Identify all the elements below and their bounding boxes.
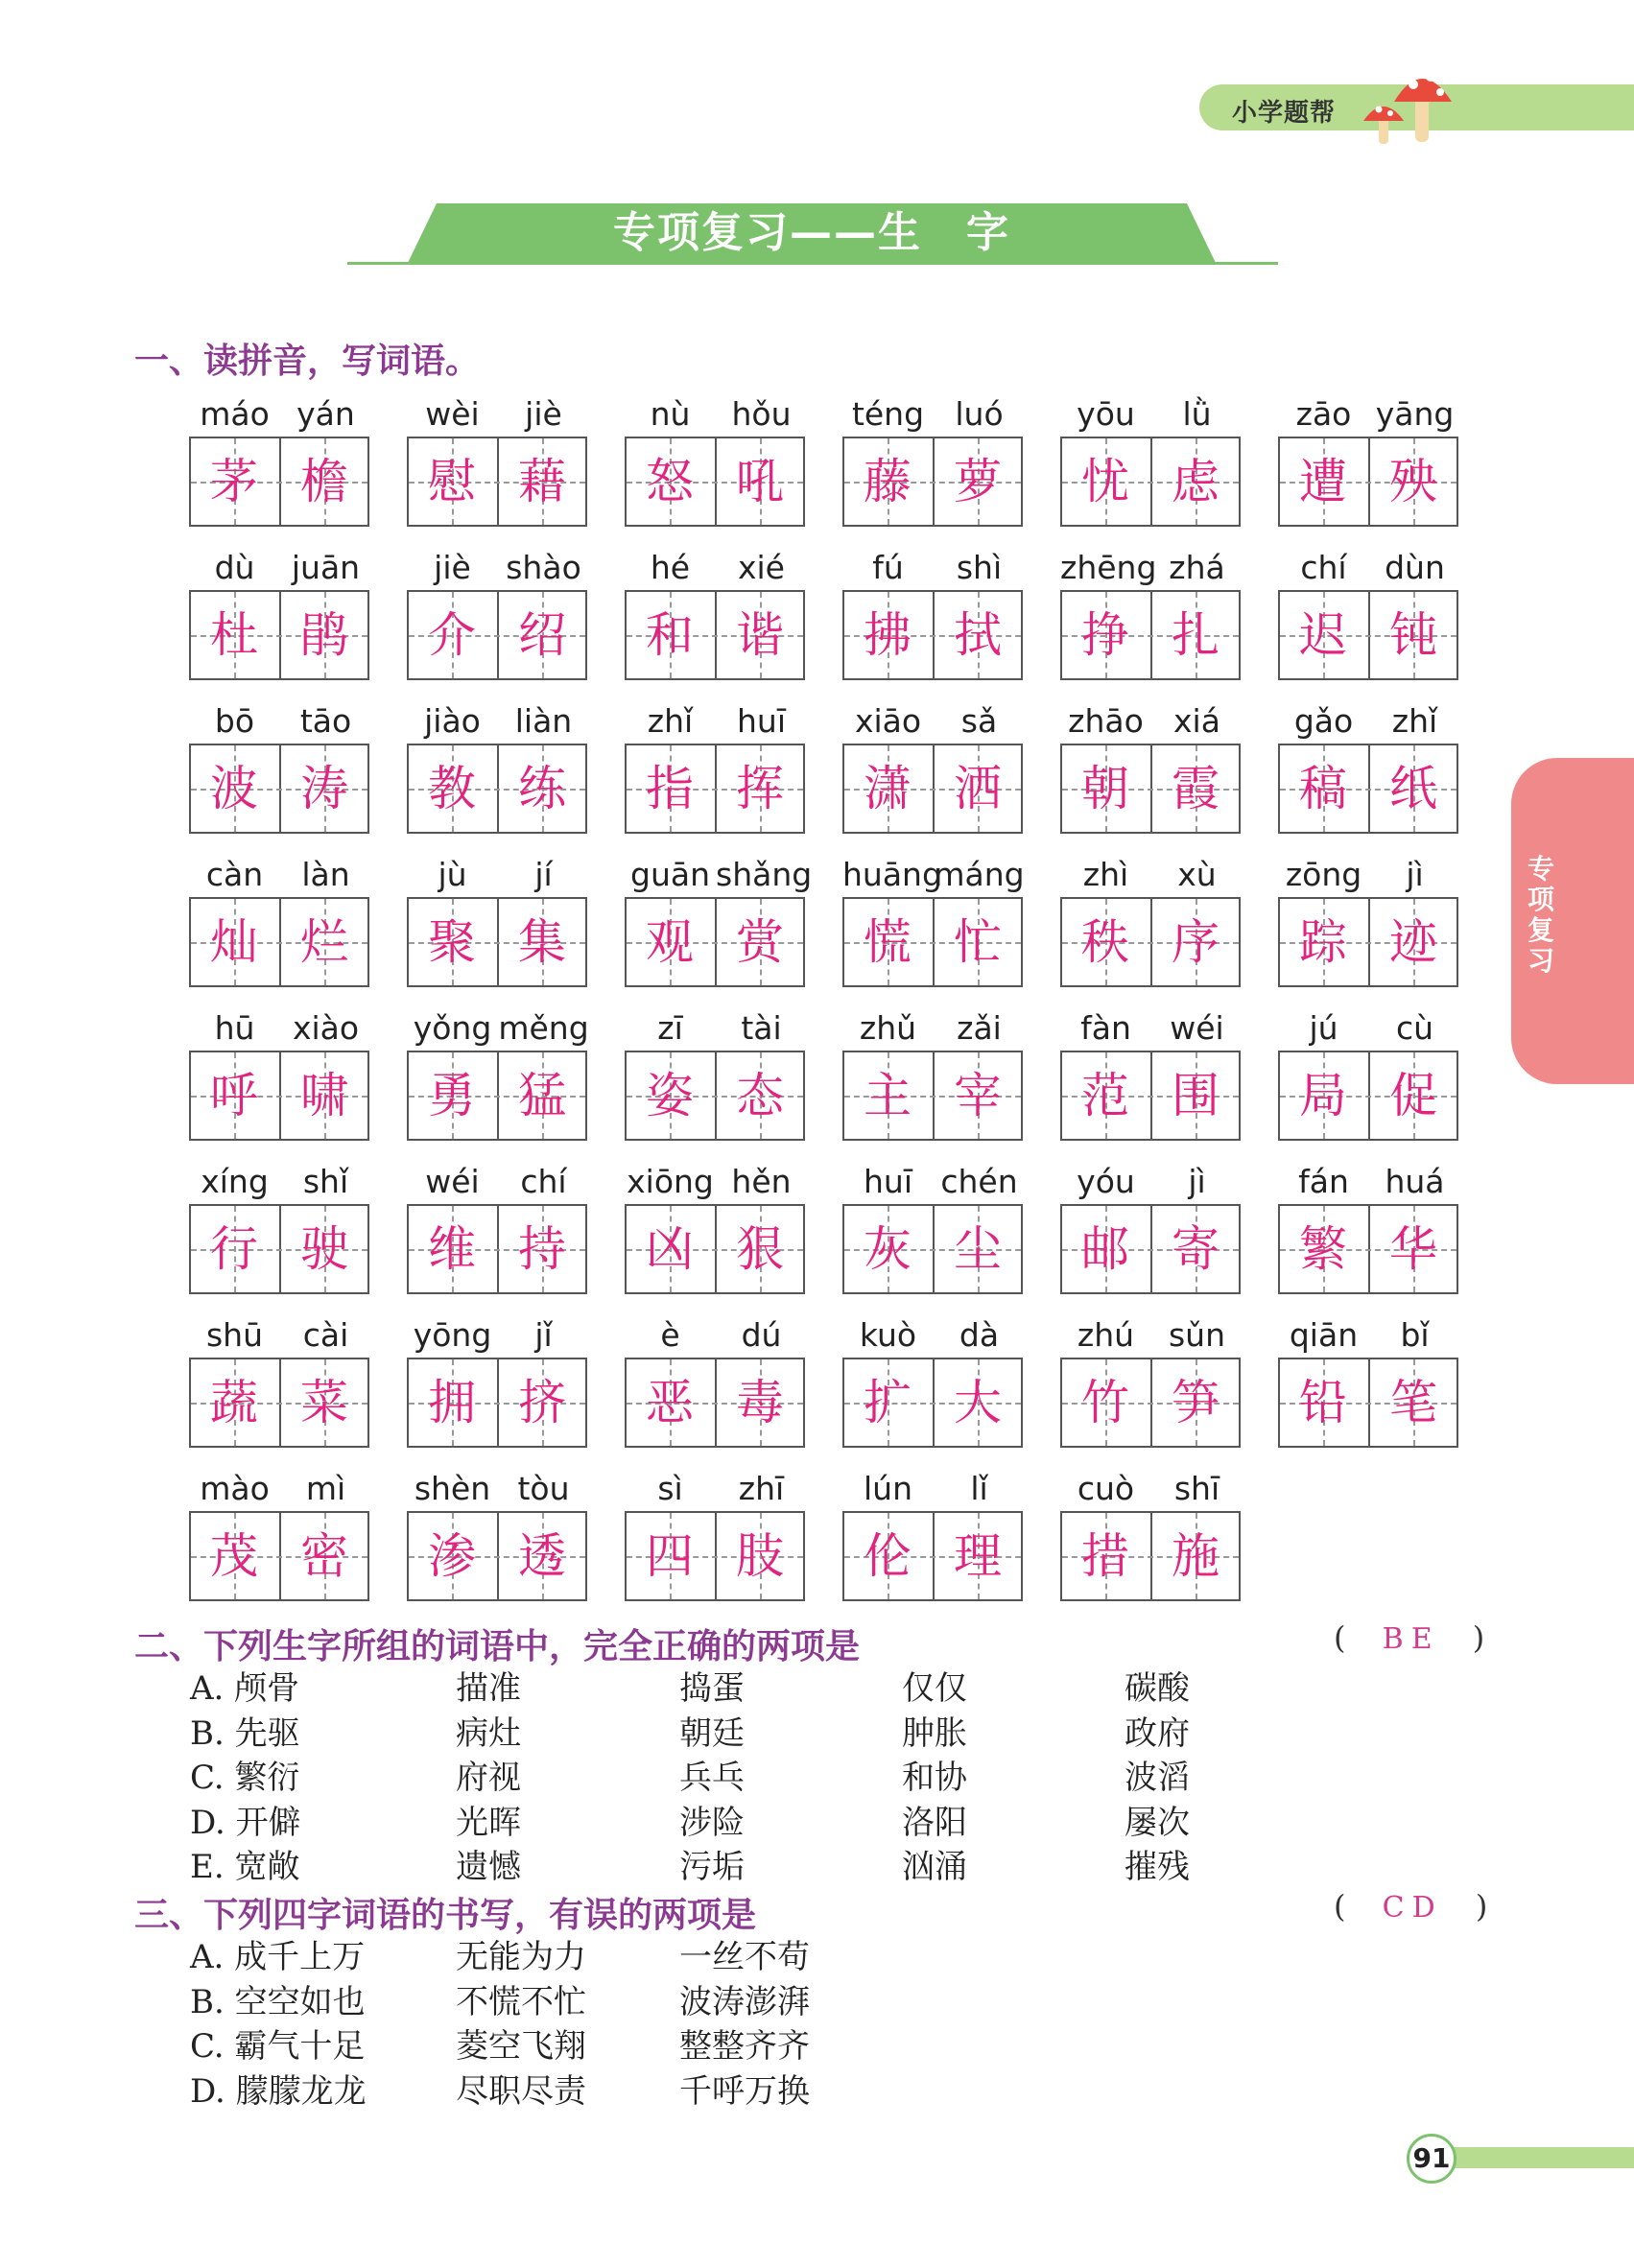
hanzi-right: 赏 bbox=[736, 914, 784, 970]
option-cell: 政府 bbox=[1125, 1713, 1190, 1753]
hanzi-left: 措 bbox=[1081, 1528, 1129, 1584]
hanzi-right: 围 bbox=[1172, 1068, 1220, 1123]
pinyin-left: zhēng bbox=[1060, 549, 1157, 586]
hanzi-right: 菜 bbox=[300, 1375, 348, 1430]
hanzi-left: 灰 bbox=[864, 1221, 912, 1277]
option-cell: 病灶 bbox=[456, 1713, 521, 1753]
section3-answer: ( CD ) bbox=[1334, 1888, 1488, 1925]
hanzi-right: 萝 bbox=[954, 454, 1002, 509]
hanzi-left: 拥 bbox=[428, 1375, 476, 1430]
section3-heading: 三、下列四字词语的书写，有误的两项是 bbox=[134, 1896, 757, 1935]
hanzi-right: 纸 bbox=[1389, 761, 1437, 816]
pinyin-right: shī bbox=[1173, 1470, 1220, 1507]
word-item bbox=[407, 1009, 589, 1172]
hanzi-right: 集 bbox=[518, 914, 566, 970]
word-item bbox=[407, 1163, 589, 1326]
pinyin-left: yǒng bbox=[413, 1009, 492, 1047]
hanzi-right: 挤 bbox=[518, 1375, 566, 1430]
word-item bbox=[625, 1470, 807, 1633]
section1-heading: 一、读拼音，写词语。 bbox=[134, 342, 481, 381]
hanzi-right: 序 bbox=[1172, 914, 1220, 970]
option-cell: 和协 bbox=[902, 1759, 967, 1797]
hanzi-left: 忧 bbox=[1081, 454, 1129, 509]
word-item bbox=[842, 702, 1025, 865]
option-cell: A. 颅骨 bbox=[190, 1669, 300, 1708]
pinyin-left: xiōng bbox=[627, 1163, 714, 1200]
option-cell: 波滔 bbox=[1125, 1759, 1190, 1797]
pinyin-right: shào bbox=[506, 549, 581, 586]
hanzi-left: 姿 bbox=[646, 1068, 694, 1123]
pinyin-right: bǐ bbox=[1400, 1316, 1430, 1354]
pinyin-right: lǜ bbox=[1182, 395, 1212, 433]
hanzi-left: 秩 bbox=[1081, 914, 1129, 970]
hanzi-right: 理 bbox=[954, 1528, 1002, 1584]
word-item bbox=[625, 1009, 807, 1172]
hanzi-right: 华 bbox=[1389, 1221, 1437, 1277]
hanzi-right: 施 bbox=[1172, 1528, 1220, 1584]
hanzi-right: 绍 bbox=[518, 607, 566, 663]
hanzi-right: 毒 bbox=[736, 1375, 784, 1430]
brand-label: 小学题帮 bbox=[1232, 99, 1337, 128]
word-item bbox=[407, 549, 589, 712]
word-item bbox=[189, 1009, 371, 1172]
pinyin-right: xù bbox=[1177, 856, 1217, 893]
word-item bbox=[842, 1163, 1025, 1326]
pinyin-left: zōng bbox=[1285, 856, 1362, 893]
word-item bbox=[1278, 1316, 1460, 1479]
option-cell: D. 朦朦龙龙 bbox=[190, 2071, 367, 2111]
hanzi-right: 鹃 bbox=[300, 607, 348, 663]
hanzi-left: 波 bbox=[210, 761, 258, 816]
hanzi-left: 怒 bbox=[646, 454, 694, 509]
pinyin-right: zhī bbox=[738, 1470, 785, 1507]
pinyin-right: lǐ bbox=[970, 1470, 988, 1507]
page-title: 专项复习——生 字 bbox=[613, 208, 1010, 257]
hanzi-left: 范 bbox=[1081, 1068, 1129, 1123]
word-item bbox=[189, 395, 371, 558]
hanzi-left: 扩 bbox=[864, 1375, 912, 1430]
hanzi-right: 透 bbox=[518, 1528, 566, 1584]
option-cell: 洛阳 bbox=[902, 1803, 967, 1842]
hanzi-right: 猛 bbox=[518, 1068, 566, 1123]
pinyin-right: hěn bbox=[731, 1163, 792, 1200]
option-cell: D. 开僻 bbox=[190, 1803, 301, 1842]
option-cell: 摧残 bbox=[1125, 1848, 1190, 1886]
hanzi-right: 迹 bbox=[1389, 914, 1437, 970]
pinyin-right: huá bbox=[1385, 1163, 1445, 1200]
pinyin-left: máo bbox=[200, 395, 270, 433]
hanzi-right: 肢 bbox=[736, 1528, 784, 1584]
word-item bbox=[189, 1316, 371, 1479]
pinyin-left: zhì bbox=[1082, 856, 1129, 893]
hanzi-left: 行 bbox=[210, 1221, 258, 1277]
hanzi-right: 霞 bbox=[1172, 761, 1220, 816]
pinyin-left: shū bbox=[205, 1316, 264, 1354]
pinyin-right: shǐ bbox=[302, 1163, 349, 1200]
word-item bbox=[625, 395, 807, 558]
hanzi-right: 藉 bbox=[518, 454, 566, 509]
hanzi-left: 和 bbox=[646, 607, 694, 663]
hanzi-left: 介 bbox=[428, 607, 476, 663]
word-item bbox=[842, 1470, 1025, 1633]
word-item bbox=[842, 856, 1025, 1019]
word-item bbox=[1278, 1009, 1460, 1172]
pinyin-left: jiè bbox=[434, 549, 471, 586]
word-item bbox=[189, 702, 371, 865]
hanzi-left: 教 bbox=[428, 761, 476, 816]
side-tab-label: 专项复习 bbox=[1527, 853, 1554, 977]
pinyin-left: wéi bbox=[425, 1163, 480, 1200]
pinyin-left: shèn bbox=[414, 1470, 491, 1507]
hanzi-right: 殃 bbox=[1389, 454, 1437, 509]
pinyin-right: shì bbox=[956, 549, 1003, 586]
hanzi-left: 慌 bbox=[864, 914, 912, 970]
hanzi-right: 笋 bbox=[1172, 1375, 1220, 1430]
word-item bbox=[842, 1009, 1025, 1172]
pinyin-left: fàn bbox=[1080, 1009, 1131, 1047]
hanzi-left: 竹 bbox=[1081, 1375, 1129, 1430]
pinyin-right: tài bbox=[741, 1009, 782, 1047]
hanzi-right: 檐 bbox=[300, 454, 348, 509]
pinyin-left: dù bbox=[214, 549, 255, 586]
pinyin-right: máng bbox=[934, 856, 1025, 893]
section3-answer-value: CD bbox=[1382, 1891, 1443, 1925]
hanzi-left: 指 bbox=[646, 761, 694, 816]
pinyin-left: chí bbox=[1300, 549, 1347, 586]
word-item bbox=[1060, 1009, 1243, 1172]
pinyin-left: yōng bbox=[413, 1316, 492, 1354]
option-cell: 碳酸 bbox=[1125, 1669, 1190, 1708]
hanzi-right: 尘 bbox=[954, 1221, 1002, 1277]
hanzi-left: 邮 bbox=[1081, 1221, 1129, 1277]
word-item bbox=[625, 549, 807, 712]
pinyin-left: zī bbox=[657, 1009, 683, 1047]
option-cell: B. 空空如也 bbox=[190, 1982, 366, 2021]
hanzi-right: 忙 bbox=[954, 914, 1002, 970]
pinyin-right: dùn bbox=[1385, 549, 1445, 586]
hanzi-left: 朝 bbox=[1081, 761, 1129, 816]
word-item bbox=[189, 856, 371, 1019]
pinyin-left: jiào bbox=[424, 702, 481, 740]
pinyin-right: shǎng bbox=[716, 856, 813, 893]
hanzi-left: 聚 bbox=[428, 914, 476, 970]
word-item bbox=[1278, 549, 1460, 712]
hanzi-left: 杜 bbox=[210, 607, 258, 663]
hanzi-right: 驶 bbox=[300, 1221, 348, 1277]
option-cell: B. 先驱 bbox=[190, 1713, 300, 1753]
hanzi-left: 稿 bbox=[1299, 761, 1347, 816]
option-cell: 肿胀 bbox=[902, 1713, 967, 1753]
hanzi-left: 局 bbox=[1299, 1068, 1347, 1123]
option-cell: 尽职尽责 bbox=[456, 2071, 586, 2111]
option-cell: 无能为力 bbox=[456, 1938, 586, 1976]
hanzi-right: 吼 bbox=[736, 454, 784, 509]
option-cell: 不慌不忙 bbox=[456, 1982, 586, 2021]
pinyin-right: cù bbox=[1395, 1009, 1434, 1047]
word-item bbox=[1060, 856, 1243, 1019]
hanzi-right: 拭 bbox=[954, 607, 1002, 663]
option-cell: 遗憾 bbox=[456, 1848, 521, 1886]
pinyin-left: hé bbox=[650, 549, 691, 586]
pinyin-left: sì bbox=[657, 1470, 683, 1507]
pinyin-left: huāng bbox=[842, 856, 942, 893]
word-item bbox=[189, 1163, 371, 1326]
word-item bbox=[625, 702, 807, 865]
hanzi-right: 扎 bbox=[1172, 607, 1220, 663]
option-cell: 一丝不苟 bbox=[679, 1938, 810, 1976]
pinyin-right: jí bbox=[534, 856, 553, 893]
pinyin-left: bō bbox=[214, 702, 255, 740]
pinyin-left: è bbox=[660, 1316, 680, 1354]
option-cell: 整整齐齐 bbox=[679, 2027, 810, 2066]
option-cell: 涉险 bbox=[679, 1803, 745, 1842]
hanzi-right: 谐 bbox=[736, 607, 784, 663]
word-item bbox=[407, 1316, 589, 1479]
hanzi-right: 大 bbox=[954, 1375, 1002, 1430]
pinyin-left: nù bbox=[650, 395, 691, 433]
pinyin-left: càn bbox=[205, 856, 264, 893]
word-item bbox=[189, 1470, 371, 1633]
pinyin-right: luó bbox=[955, 395, 1004, 433]
hanzi-left: 伦 bbox=[864, 1528, 912, 1584]
word-item bbox=[625, 856, 813, 1019]
word-item bbox=[842, 1316, 1025, 1479]
pinyin-left: zhāo bbox=[1068, 702, 1144, 740]
section2-heading: 二、下列生字所组的词语中，完全正确的两项是 bbox=[134, 1627, 861, 1666]
pinyin-right: tòu bbox=[517, 1470, 570, 1507]
pinyin-right: xiào bbox=[292, 1009, 360, 1047]
pinyin-right: yán bbox=[296, 395, 355, 433]
pinyin-right: jǐ bbox=[534, 1316, 553, 1354]
hanzi-left: 铅 bbox=[1299, 1375, 1347, 1430]
hanzi-right: 虑 bbox=[1172, 454, 1220, 509]
hanzi-left: 蔬 bbox=[210, 1375, 258, 1430]
pinyin-left: zāo bbox=[1295, 395, 1352, 433]
pinyin-left: zhú bbox=[1077, 1316, 1135, 1354]
pinyin-right: xié bbox=[737, 549, 785, 586]
hanzi-left: 慰 bbox=[428, 454, 476, 509]
option-cell: E. 宽敞 bbox=[190, 1848, 300, 1886]
pinyin-left: xiāo bbox=[854, 702, 922, 740]
hanzi-right: 密 bbox=[300, 1528, 348, 1584]
pinyin-left: zhǔ bbox=[859, 1009, 917, 1047]
pinyin-right: sǔn bbox=[1168, 1316, 1226, 1354]
word-item bbox=[842, 549, 1025, 712]
hanzi-left: 观 bbox=[646, 914, 694, 970]
pinyin-right: xiá bbox=[1173, 702, 1220, 740]
pinyin-right: chén bbox=[940, 1163, 1018, 1200]
hanzi-left: 拂 bbox=[864, 607, 912, 663]
option-cell: 朝廷 bbox=[679, 1713, 745, 1753]
pinyin-right: jì bbox=[1188, 1163, 1206, 1200]
pinyin-left: fú bbox=[872, 549, 904, 586]
pinyin-right: hǒu bbox=[731, 395, 792, 433]
hanzi-right: 寄 bbox=[1172, 1221, 1220, 1277]
hanzi-right: 态 bbox=[736, 1068, 784, 1123]
hanzi-right: 练 bbox=[518, 761, 566, 816]
hanzi-left: 四 bbox=[646, 1528, 694, 1584]
word-item bbox=[1060, 702, 1243, 865]
pinyin-right: zǎi bbox=[957, 1009, 1002, 1047]
word-item bbox=[1278, 1163, 1460, 1326]
pinyin-right: làn bbox=[301, 856, 350, 893]
pinyin-left: qiān bbox=[1289, 1316, 1359, 1354]
option-cell: 仅仅 bbox=[902, 1669, 967, 1708]
page-number-bar bbox=[1430, 2147, 1634, 2168]
word-item bbox=[625, 1316, 807, 1479]
word-item bbox=[1060, 1163, 1243, 1326]
hanzi-right: 促 bbox=[1389, 1068, 1437, 1123]
hanzi-left: 主 bbox=[864, 1068, 912, 1123]
hanzi-left: 凶 bbox=[646, 1221, 694, 1277]
mushroom-icon bbox=[1348, 56, 1463, 152]
pinyin-left: lún bbox=[864, 1470, 912, 1507]
pinyin-left: yóu bbox=[1077, 1163, 1135, 1200]
pinyin-left: hū bbox=[214, 1009, 255, 1047]
pinyin-right: juān bbox=[291, 549, 361, 586]
hanzi-left: 呼 bbox=[210, 1068, 258, 1123]
hanzi-right: 钝 bbox=[1389, 607, 1437, 663]
pinyin-right: zhá bbox=[1169, 549, 1225, 586]
hanzi-right: 宰 bbox=[954, 1068, 1002, 1123]
hanzi-right: 狠 bbox=[736, 1221, 784, 1277]
section2-answer-value: BE bbox=[1382, 1622, 1440, 1656]
pinyin-left: mào bbox=[200, 1470, 270, 1507]
hanzi-left: 勇 bbox=[428, 1068, 476, 1123]
word-item bbox=[1278, 395, 1460, 558]
word-item bbox=[407, 856, 589, 1019]
pinyin-left: xíng bbox=[201, 1163, 269, 1200]
pinyin-right: yāng bbox=[1375, 395, 1455, 433]
option-cell: A. 成千上万 bbox=[190, 1938, 366, 1976]
pinyin-right: mì bbox=[305, 1470, 346, 1507]
pinyin-left: gǎo bbox=[1293, 702, 1354, 740]
hanzi-left: 渗 bbox=[428, 1528, 476, 1584]
word-item bbox=[407, 702, 589, 865]
hanzi-right: 持 bbox=[518, 1221, 566, 1277]
pinyin-right: wéi bbox=[1170, 1009, 1224, 1047]
hanzi-left: 恶 bbox=[646, 1375, 694, 1430]
option-cell: C. 繁衍 bbox=[190, 1759, 300, 1797]
hanzi-right: 啸 bbox=[300, 1068, 348, 1123]
option-cell: 菱空飞翔 bbox=[456, 2027, 586, 2066]
option-cell: 捣蛋 bbox=[679, 1669, 745, 1708]
page-number: 91 bbox=[1407, 2134, 1456, 2184]
word-item bbox=[1060, 1470, 1243, 1633]
pinyin-right: měng bbox=[498, 1009, 589, 1047]
hanzi-left: 遭 bbox=[1299, 454, 1347, 509]
hanzi-left: 维 bbox=[428, 1221, 476, 1277]
word-item bbox=[1060, 549, 1243, 712]
pinyin-left: fán bbox=[1298, 1163, 1349, 1200]
hanzi-left: 灿 bbox=[210, 914, 258, 970]
pinyin-right: jiè bbox=[525, 395, 562, 433]
hanzi-left: 茅 bbox=[210, 454, 258, 509]
pinyin-right: jì bbox=[1406, 856, 1424, 893]
word-item bbox=[1278, 702, 1460, 865]
pinyin-left: zhǐ bbox=[647, 702, 694, 740]
pinyin-right: dú bbox=[741, 1316, 782, 1354]
option-cell: C. 霸气十足 bbox=[190, 2027, 366, 2066]
option-cell: 汹涌 bbox=[902, 1848, 967, 1886]
section2-answer: ( BE ) bbox=[1334, 1619, 1485, 1656]
pinyin-left: cuò bbox=[1077, 1470, 1135, 1507]
hanzi-left: 潇 bbox=[864, 761, 912, 816]
pinyin-left: jù bbox=[438, 856, 467, 893]
pinyin-right: huī bbox=[737, 702, 786, 740]
option-cell: 兵乓 bbox=[679, 1759, 745, 1797]
option-cell: 波涛澎湃 bbox=[679, 1982, 810, 2021]
hanzi-right: 涛 bbox=[300, 761, 348, 816]
pinyin-right: dà bbox=[959, 1316, 1000, 1354]
word-item bbox=[1278, 856, 1460, 1019]
option-cell: 千呼万换 bbox=[679, 2071, 810, 2111]
option-cell: 屡次 bbox=[1125, 1803, 1190, 1842]
word-item bbox=[407, 1470, 589, 1633]
pinyin-right: cài bbox=[302, 1316, 349, 1354]
hanzi-right: 洒 bbox=[954, 761, 1002, 816]
pinyin-right: chí bbox=[520, 1163, 567, 1200]
word-item bbox=[842, 395, 1025, 558]
word-item bbox=[625, 1163, 807, 1326]
hanzi-left: 藤 bbox=[864, 454, 912, 509]
word-item bbox=[1060, 1316, 1243, 1479]
hanzi-right: 笔 bbox=[1389, 1375, 1437, 1430]
hanzi-left: 茂 bbox=[210, 1528, 258, 1584]
pinyin-right: tāo bbox=[299, 702, 352, 740]
hanzi-left: 挣 bbox=[1081, 607, 1129, 663]
pinyin-left: yōu bbox=[1077, 395, 1135, 433]
hanzi-left: 繁 bbox=[1299, 1221, 1347, 1277]
pinyin-right: sǎ bbox=[960, 702, 998, 740]
option-cell: 描准 bbox=[456, 1669, 521, 1708]
word-item bbox=[189, 549, 371, 712]
hanzi-left: 迟 bbox=[1299, 607, 1347, 663]
word-item bbox=[407, 395, 589, 558]
word-item bbox=[1060, 395, 1243, 558]
pinyin-left: guān bbox=[630, 856, 710, 893]
pinyin-right: zhǐ bbox=[1391, 702, 1438, 740]
option-cell: 污垢 bbox=[679, 1848, 745, 1886]
pinyin-right: liàn bbox=[514, 702, 573, 740]
pinyin-left: wèi bbox=[425, 395, 480, 433]
hanzi-left: 踪 bbox=[1299, 914, 1347, 970]
pinyin-left: jú bbox=[1309, 1009, 1338, 1047]
option-cell: 府视 bbox=[456, 1759, 521, 1797]
pinyin-left: huī bbox=[864, 1163, 912, 1200]
pinyin-left: kuò bbox=[859, 1316, 917, 1354]
option-cell: 光晖 bbox=[456, 1803, 521, 1842]
hanzi-right: 挥 bbox=[736, 761, 784, 816]
pinyin-left: téng bbox=[851, 395, 925, 433]
hanzi-right: 烂 bbox=[300, 914, 348, 970]
